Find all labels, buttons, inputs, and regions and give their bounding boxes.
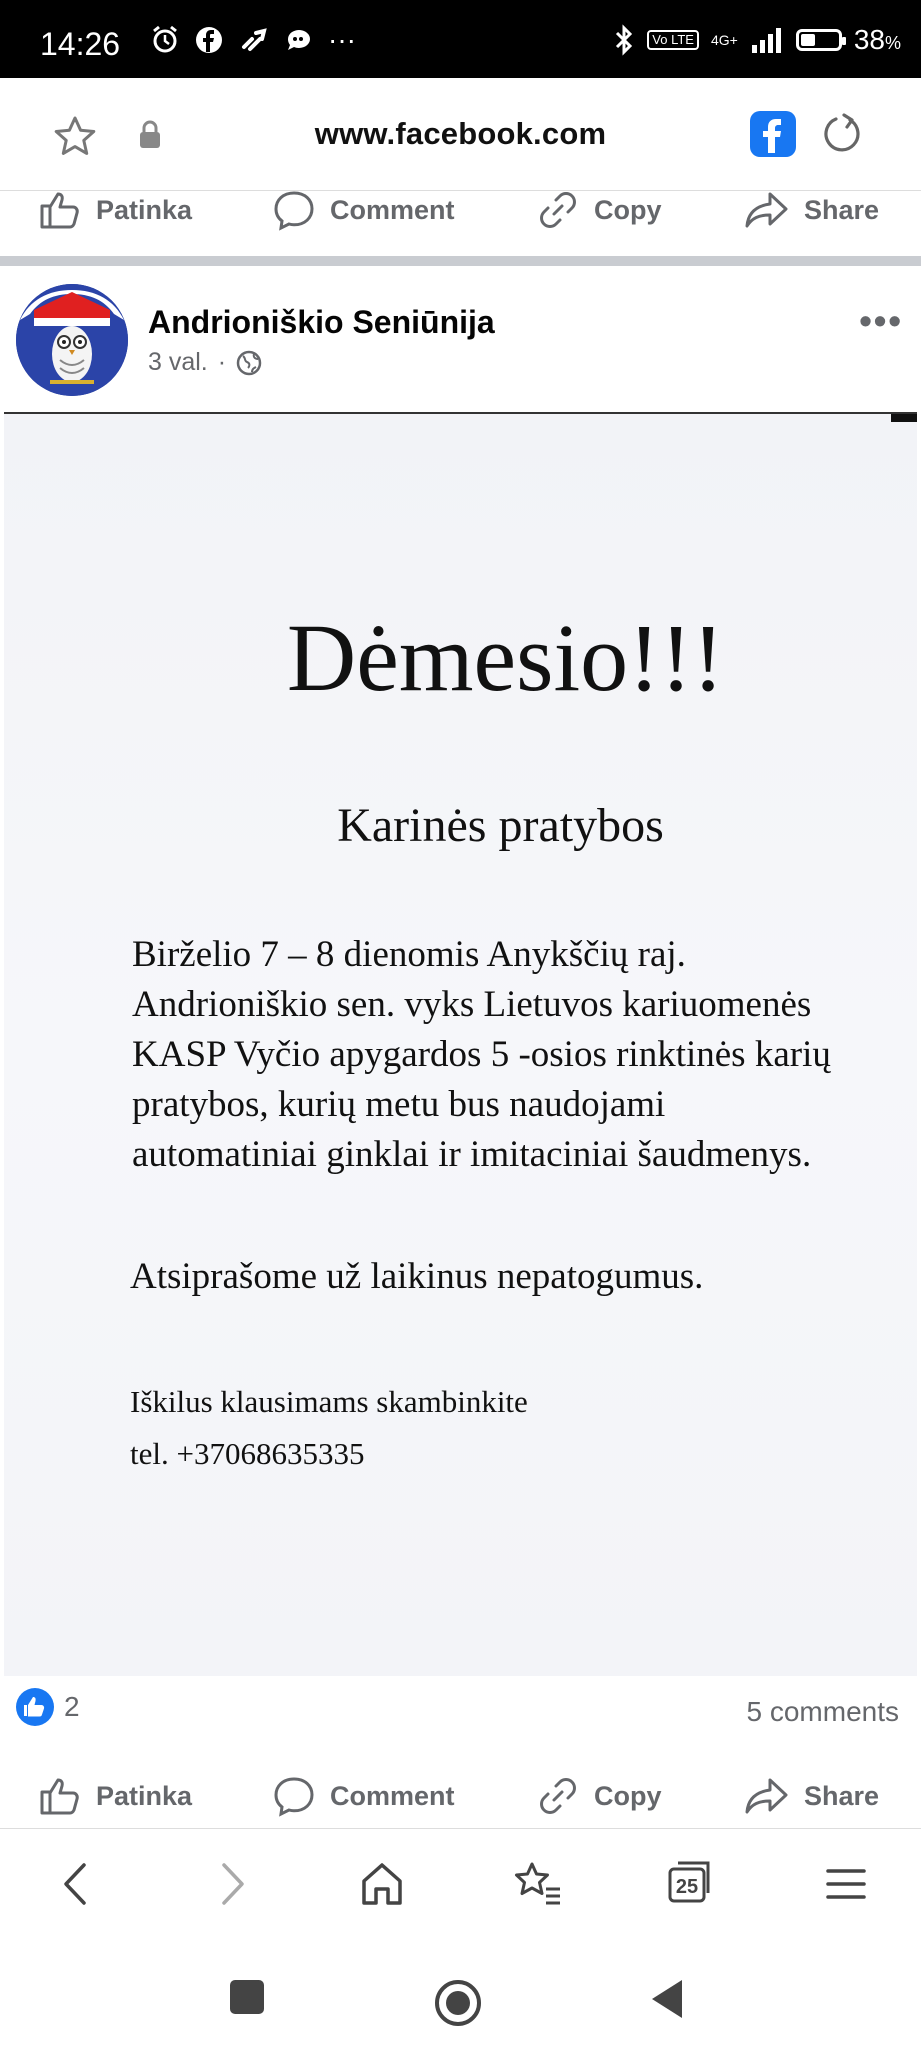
previous-post-actions — [0, 174, 921, 246]
battery-icon — [796, 29, 842, 51]
like-label: Patinka — [96, 1780, 193, 1811]
comment-icon — [272, 1775, 316, 1817]
like-reaction-icon — [16, 1688, 54, 1726]
comment-label: Comment — [330, 1780, 455, 1811]
link-copy-icon — [536, 1774, 580, 1818]
home-button-icon[interactable] — [433, 1978, 483, 2028]
thumbs-up-icon — [38, 190, 82, 230]
link-copy-icon — [536, 188, 580, 232]
share-button[interactable] — [744, 174, 879, 246]
post-divider — [0, 256, 921, 266]
menu-icon[interactable] — [824, 1859, 868, 1909]
share-arrow-icon — [744, 190, 790, 230]
document-subtitle: Karinės pratybos — [337, 799, 664, 852]
alarm-icon — [150, 25, 180, 55]
post-time[interactable]: 3 val. — [148, 348, 208, 376]
recent-apps-icon[interactable] — [228, 1978, 266, 2016]
home-icon[interactable] — [358, 1859, 406, 1909]
chat-icon — [284, 25, 314, 55]
contact-phone: tel. +37068635335 — [130, 1436, 365, 1471]
forward-icon[interactable] — [212, 1859, 252, 1909]
more-notifications-icon: ··· — [328, 24, 356, 55]
document-contact — [130, 1376, 528, 1480]
document-body: Birželio 7 – 8 dienomis Anykščių raj. Andrioniškio sen. vyks Lietuvos kariuomenės KASP Vyčio apygardos 5 -osios rinktinės karių pratybos, kurių metu bus naudojami automatiniai ginklai ir imitaciniai šaudmenys. — [132, 934, 831, 1175]
share-label: Share — [804, 194, 880, 225]
tabs-button[interactable] — [666, 1859, 714, 1905]
back-icon[interactable] — [56, 1859, 96, 1909]
status-time: 14:26 — [40, 26, 121, 62]
back-triangle-icon[interactable] — [648, 1978, 686, 2020]
copy-button[interactable] — [536, 1760, 662, 1832]
comment-button[interactable] — [272, 174, 455, 246]
page-name[interactable]: Andrioniškio Seniūnija — [148, 304, 495, 340]
reactions-summary[interactable] — [16, 1688, 80, 1726]
copy-label: Copy — [594, 1780, 662, 1811]
comment-button[interactable] — [272, 1760, 455, 1832]
share-label: Share — [804, 1780, 880, 1811]
system-status — [613, 24, 901, 56]
bluetooth-icon — [613, 24, 635, 56]
like-button[interactable] — [38, 1760, 192, 1832]
post-more-options-button[interactable]: ••• — [859, 300, 903, 341]
globe-icon — [236, 350, 262, 376]
comment-label: Comment — [330, 194, 455, 225]
facebook-app-icon[interactable] — [750, 111, 796, 157]
reactions-count: 2 — [64, 1691, 80, 1722]
contact-line: Iškilus klausimams skambinkite — [130, 1384, 528, 1419]
post-meta — [148, 348, 262, 377]
like-label: Patinka — [96, 194, 193, 225]
post-actions — [0, 1760, 921, 1832]
document-corner-mark — [891, 414, 917, 422]
network-type: 4G+ — [710, 32, 738, 48]
url-address[interactable]: www.facebook.com — [314, 116, 607, 151]
facebook-icon — [194, 25, 224, 55]
post-image-document[interactable] — [4, 412, 917, 1676]
document-title: Dėmesio!!! — [286, 604, 725, 711]
reload-icon[interactable] — [820, 112, 864, 156]
share-button[interactable] — [744, 1760, 879, 1832]
browser-toolbar — [0, 1828, 921, 1939]
battery-unit: % — [884, 33, 901, 53]
thumbs-up-icon — [38, 1776, 82, 1816]
volte-badge: Vo LTE — [647, 30, 699, 50]
battery-level: 38 — [853, 24, 885, 55]
share-arrow-icon — [744, 1776, 790, 1816]
tab-count: 25 — [675, 1876, 699, 1898]
meta-separator: · — [217, 348, 227, 376]
notification-icons — [150, 24, 356, 56]
bookmarks-icon[interactable] — [512, 1859, 564, 1909]
comment-icon — [272, 189, 316, 231]
battery-level-text — [854, 24, 901, 56]
copy-label: Copy — [594, 194, 662, 225]
status-bar — [0, 0, 921, 78]
link-icon — [238, 25, 270, 55]
like-button[interactable] — [38, 174, 192, 246]
signal-icon — [750, 27, 784, 53]
system-navigation-bar — [0, 1938, 921, 2048]
page-avatar[interactable] — [16, 284, 128, 396]
copy-button[interactable] — [536, 174, 662, 246]
comments-count-link[interactable]: 5 comments — [746, 1696, 899, 1727]
document-apology: Atsiprašome už laikinus nepatogumus. — [130, 1256, 704, 1297]
